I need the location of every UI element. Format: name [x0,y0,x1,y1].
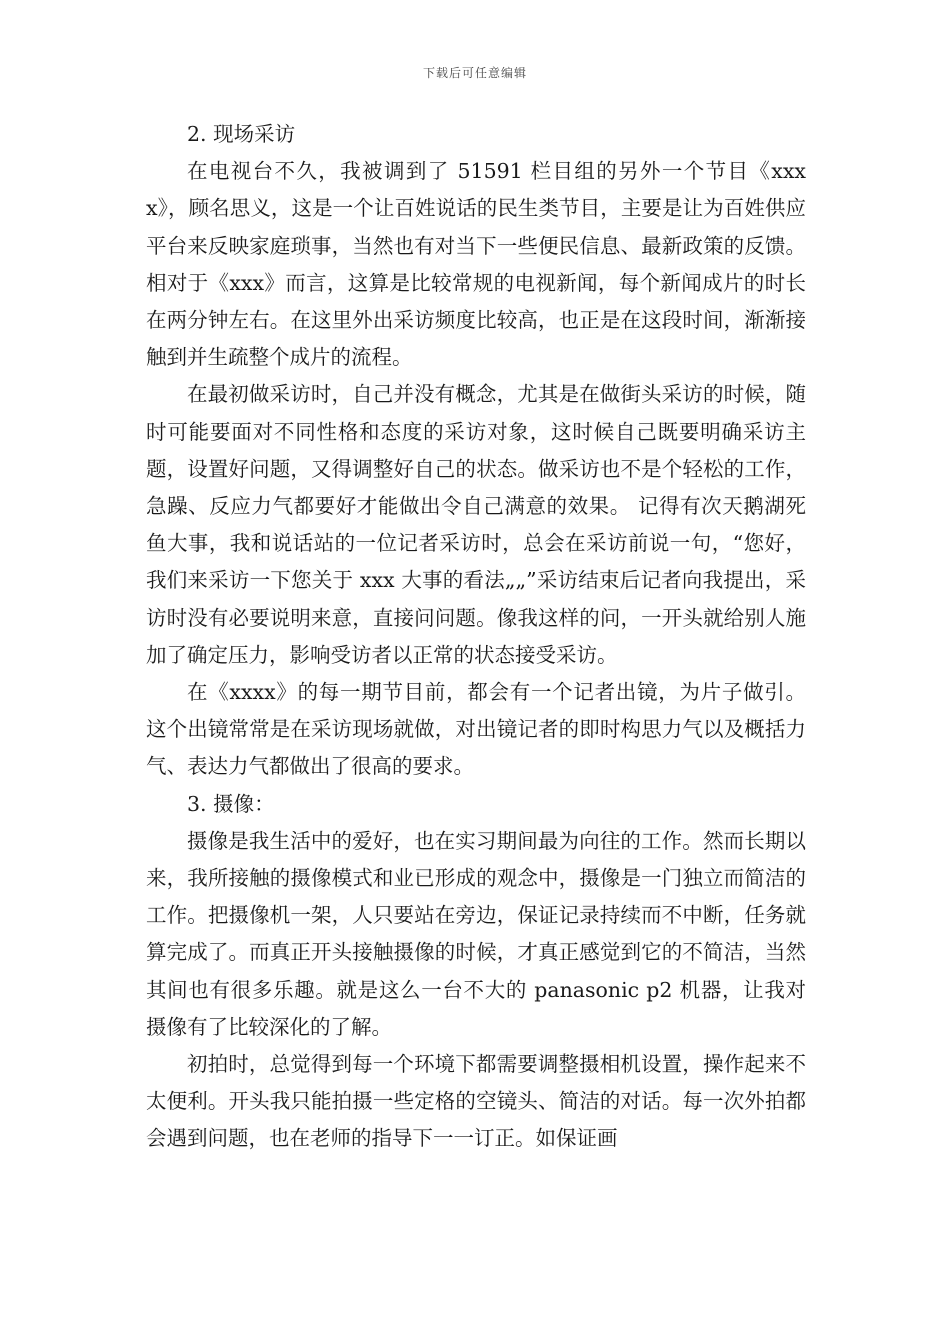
section-heading-on-site-interview: 2. 现场采访 [187,122,296,146]
header-note: 下载后可任意编辑 [422,66,527,80]
document-body [146,116,806,1158]
section-heading-camera: 3. 摄像： [187,791,275,816]
paragraph: 在最初做采访时，自己并没有概念，尤其是在做街头采访的时候，随时可能要面对不同性格和态度的采访对象，这时候自己既要明确采访主题，设置好问题，又得调整好自己的状态。做采访也不是个轻松的工作，急躁、反应力气都要好才能做出令自己满意的效果。 记得有次天鹅湖死鱼大事，我和说话站的一位记者采访时，总会在采访前说一句，“您好，我们来采访一下您关于 xxx 大事的看法„„”采访结束后记者向我提出，采访时没有必要说明来意，直接问问题。像我这样的问，一开头就给别人施加了确定压力，影响受访者以正常的状态接受采访。 [146,382,806,667]
paragraph: 在电视台不久，我被调到了 51591 栏目组的另外一个节目《xxxx》，顾名思义，这是一个让百姓说话的民生类节目，主要是让为百姓供应平台来反映家庭琐事，当然也有对当下一些便民信息、最新政策的反馈。相对于《xxx》而言，这算是比较常规的电视新闻，每个新闻成片的时长在两分钟左右。在这里外出采访频度比较高，也正是在这段时间，渐渐接触到并生疏整个成片的流程。 [146,159,806,370]
paragraph: 初拍时，总觉得到每一个环境下都需要调整摄相机设置，操作起来不太便利。开头我只能拍摄一些定格的空镜头、简洁的对话。每一次外拍都会遇到问题，也在老师的指导下一一订正。如保证画 [146,1052,806,1151]
paragraph: 摄像是我生活中的爱好，也在实习期间最为向往的工作。然而长期以来，我所接触的摄像模式和业已形成的观念中，摄像是一门独立而简洁的工作。把摄像机一架，人只要站在旁边，保证记录持续而不中断，任务就算完成了。而真正开头接触摄像的时候，才真正感觉到它的不简洁，当然其间也有很多乐趣。就是这么一台不大的 panasonic p2 机器，让我对摄像有了比较深化的了解。 [146,828,806,1039]
paragraph: 在《xxxx》的每一期节目前，都会有一个记者出镜，为片子做引。这个出镜常常是在采访现场就做，对出镜记者的即时构思力气以及概括力气、表达力气都做出了很高的要求。 [146,680,806,779]
